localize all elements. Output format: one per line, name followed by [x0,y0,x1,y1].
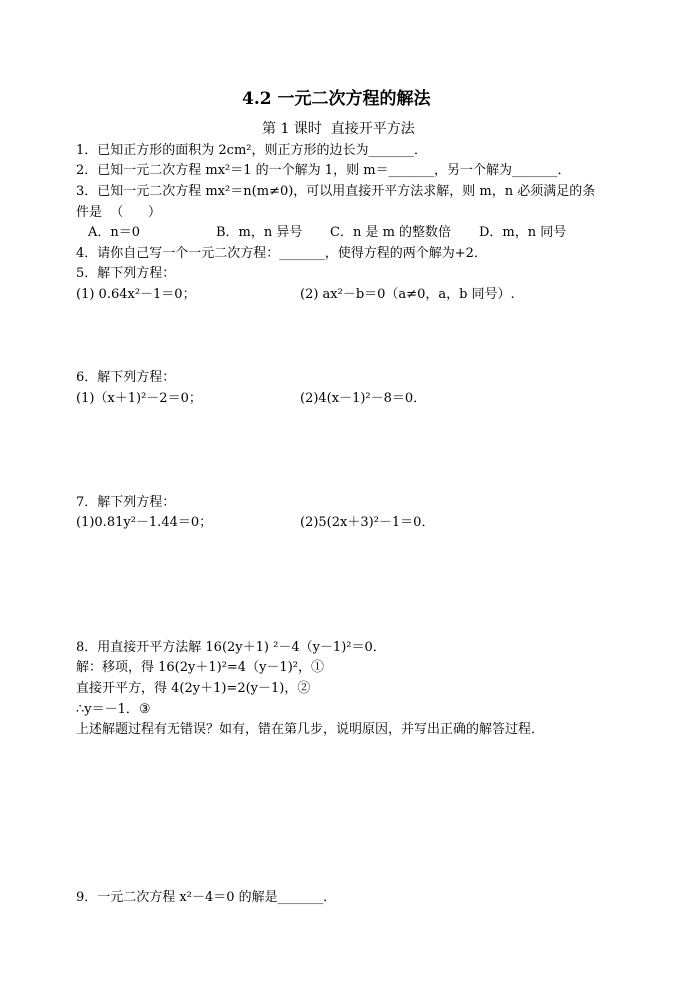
page-title: 4.2 一元二次方程的解法 [242,89,431,109]
solution-step-2: 直接开平方，得 4(2y＋1)=2(y－1)，② [76,681,311,696]
question-5: 5．解下列方程： [76,266,176,281]
question-4: 4．请你自己写一个一元二次方程：_______，使得方程的两个解为+2． [76,246,487,261]
option-d: D．m，n 同号 [479,225,567,240]
solution-step-1: 解：移项，得 16(2y＋1)²=4（y－1)²，① [76,660,324,675]
question-7-part-1: (1)0.81y²－1.44＝0； [76,515,213,530]
question-9: 9．一元二次方程 x²－4＝0 的解是_______． [76,890,337,905]
question-2: 2．已知一元二次方程 mx²＝1 的一个解为 1，则 m＝_______，另一个解为_______． [76,163,571,178]
question-8-prompt: 上述解题过程有无错误？如有，错在第几步，说明原因，并写出正确的解答过程． [76,722,545,737]
question-3-cont: 件是 （ ） [76,205,162,220]
question-5-part-1: (1) 0.64x²－1＝0； [76,287,196,302]
question-3: 3．已知一元二次方程 mx²＝n(m≠0)，可以用直接开平方法求解，则 m，n 必须满足的条 [76,184,596,199]
question-7: 7．解下列方程： [76,495,176,510]
question-6: 6．解下列方程： [76,370,176,385]
question-6-part-2: (2)4(x－1)²－8＝0． [300,391,427,406]
solution-step-3: ∴y＝－1．③ [76,702,151,717]
lesson-subtitle: 第 1 课时 直接开平方法 [262,121,415,137]
option-a: A．n＝0 [88,225,141,240]
question-1: 1．已知正方形的面积为 2cm²，则正方形的边长为_______． [76,143,427,158]
option-b: B．m，n 异号 [216,225,303,240]
question-8: 8．用直接开平方法解 16(2y＋1) ²－4（y－1)²＝0． [76,640,386,655]
option-c: C．n 是 m 的整数倍 [330,225,452,240]
question-7-part-2: (2)5(2x＋3)²－1＝0． [300,515,435,530]
question-5-part-2: (2) ax²－b＝0（a≠0，a，b 同号）. [300,287,515,302]
question-6-part-1: (1)（x＋1)²－2＝0； [76,391,202,406]
